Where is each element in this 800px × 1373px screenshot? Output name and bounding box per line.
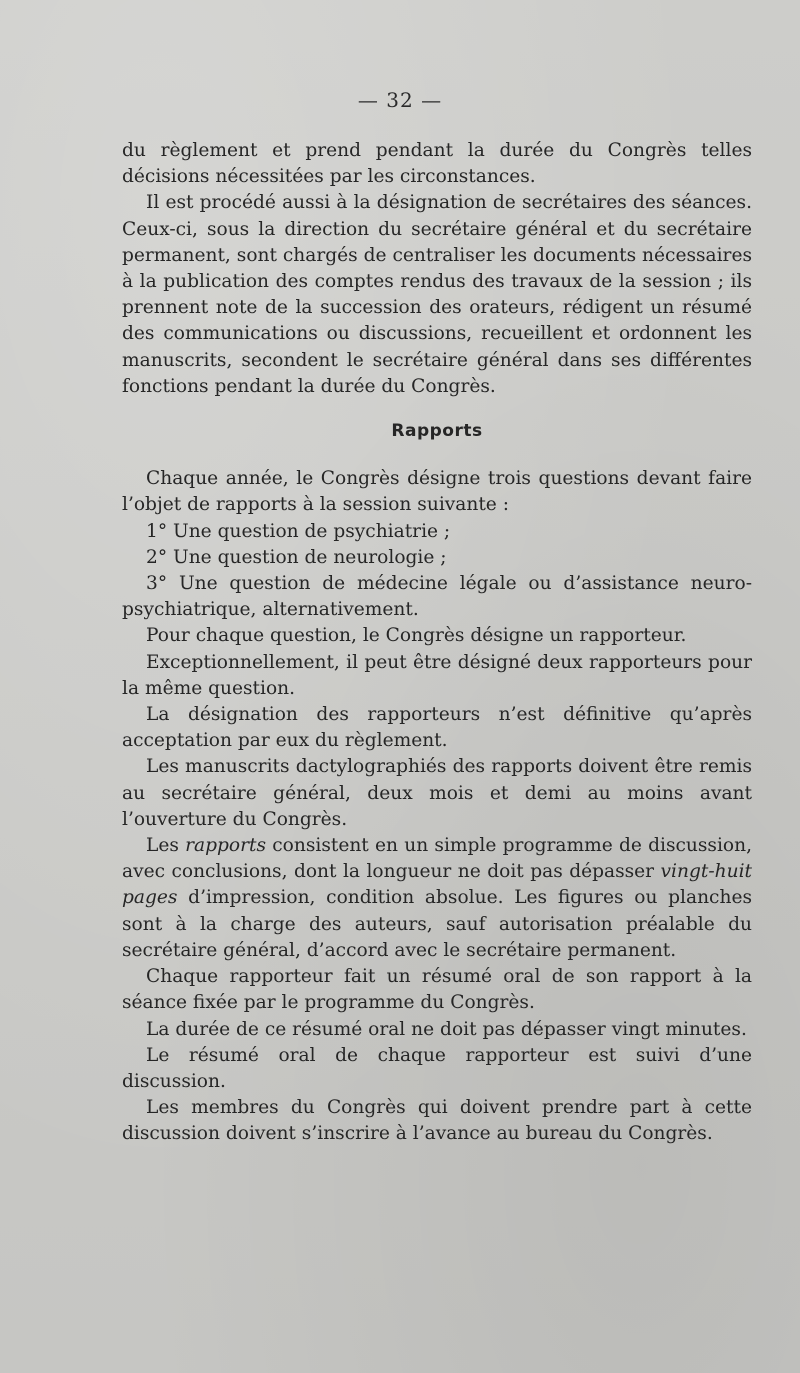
paragraph: Chaque rapporteur fait un résumé oral de son rapport à la séance fixée par le programme du Congrès. <box>122 966 752 1014</box>
text-run: Les <box>146 835 186 857</box>
paragraph: La durée de ce résumé oral ne doit pas dépasser vingt minutes. <box>146 1018 747 1040</box>
paragraph: Il est procédé aussi à la désignation de secrétaires des séances. Ceux-ci, sous la direction du secrétaire général et du secrétaire permanent, sont chargés de centraliser les documents nécessaires à la publication des comptes rendus des travaux de la session ; ils prennent note de la succession des orateurs, rédigent un résumé des communications ou discussions, recueillent et ordonnent les manuscrits, secondent le secrétaire général dans ses différentes fonctions pendant la durée du Congrès. <box>122 192 752 397</box>
emphasis-pages: vingt-huit pages <box>122 861 752 909</box>
list-item: 2° Une question de neurologie ; <box>146 546 447 568</box>
text-run: d’impression, condition absolue. Les figures ou planches sont à la charge des auteurs, sauf autorisation préalable du secrétaire général, d’accord avec le secrétaire permanent. <box>122 887 752 961</box>
paragraph: Le résumé oral de chaque rapporteur est suivi d’une discussion. <box>122 1044 752 1092</box>
emphasis-rapports: rapports <box>185 835 267 857</box>
paragraph: Les manuscrits dactylographiés des rapports doivent être remis au secrétaire général, deux mois et demi au moins avant l’ouverture du Congrès. <box>122 756 752 830</box>
list-item: 3° Une question de médecine légale ou d’assistance neuro-psychiatrique, alternativement. <box>122 573 752 621</box>
paragraph: La désignation des rapporteurs n’est définitive qu’après acceptation par eux du règlement. <box>122 704 752 752</box>
section-title: Rapports <box>391 421 483 442</box>
paragraph-with-emphasis <box>122 833 752 964</box>
paragraph: du règlement et prend pendant la durée du Congrès telles décisions nécessitées par les circonstances. <box>122 140 752 188</box>
text-run: consistent en un simple programme de discussion, avec conclusions, dont la longueur ne doit pas dépasser <box>122 835 752 883</box>
paragraph: Chaque année, le Congrès désigne trois questions devant faire l’objet de rapports à la session suivante : <box>122 468 752 516</box>
body-text <box>122 138 752 1148</box>
list-item: 1° Une question de psychiatrie ; <box>146 520 451 542</box>
paragraph: Exceptionnellement, il peut être désigné deux rapporteurs pour la même question. <box>122 651 752 699</box>
page-number: — 32 — <box>357 88 443 112</box>
paragraph: Pour chaque question, le Congrès désigne un rapporteur. <box>146 625 687 647</box>
paragraph: Les membres du Congrès qui doivent prendre part à cette discussion doivent s’inscrire à l’avance au bureau du Congrès. <box>122 1097 752 1145</box>
